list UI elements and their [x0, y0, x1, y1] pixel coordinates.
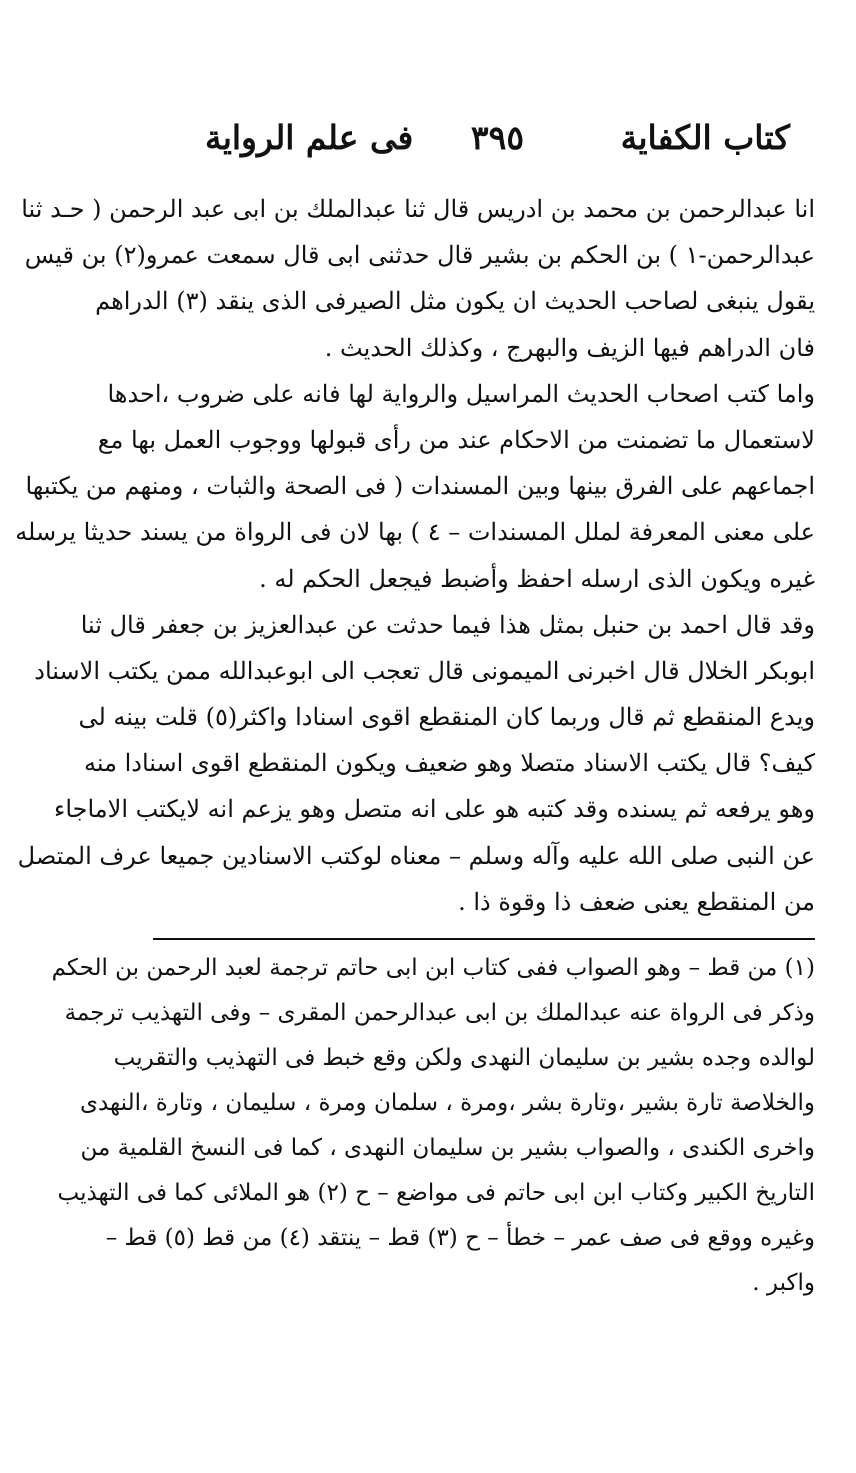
text-line: على معنى المعرفة لملل المسندات – ٤ ) بها لان فى الرواة من يسند حديثا يرسله [15, 518, 815, 547]
page-header [205, 118, 790, 178]
text-line: واما كتب اصحاب الحديث المراسيل والرواية لها فانه على ضروب ،احدها [107, 379, 815, 408]
footnote-line: والخلاصة تارة بشير ،وتارة بشر ،ومرة ، سلمان ومرة ، سليمان ، وتارة ،النهدى [79, 1090, 815, 1116]
text-line: فان الدراهم فيها الزيف والبهرج ، وكذلك الحديث . [324, 333, 815, 362]
text-line: غيره ويكون الذى ارسله احفظ وأضبط فيجعل الحكم له . [259, 564, 815, 593]
footnote-line: وذكر فى الرواة عنه عبدالملك بن ابى عبدالرحمن المقرى – وفى التهذيب ترجمة [64, 1000, 815, 1026]
footnote-line: لوالده وجده بشير بن سليمان النهدى ولكن وقع خبط فى التهذيب والتقريب [113, 1045, 815, 1071]
text-line: كيف؟ قال يكتب الاسناد متصلا وهو ضعيف ويكون المنقطع اقوى اسنادا منه [84, 749, 815, 778]
footnote-line: (١) من قط – وهو الصواب ففى كتاب ابن ابى حاتم ترجمة لعبد الرحمن بن الحكم [51, 955, 815, 981]
text-line: من المنقطع يعنى ضعف ذا وقوة ذا . [458, 887, 815, 916]
footnotes [51, 946, 815, 1306]
main-text [15, 186, 815, 925]
page-number: ٣٩٥ [470, 118, 525, 157]
text-line: انا عبدالرحمن بن محمد بن ادريس قال ثنا عبدالملك بن ابى عبد الرحمن ( حـد ثنا [21, 195, 815, 223]
footnote-line: واكبر . [752, 1270, 815, 1296]
text-line: ويدع المنقطع ثم قال وربما كان المنقطع اقوى اسنادا واكثر(٥) قلت بينه لى [78, 703, 815, 732]
text-line: لاستعمال ما تضمنت من الاحكام عند من رأى قبولها ووجوب العمل بها مع [97, 425, 815, 454]
text-line: عبدالرحمن-١ ) بن الحكم بن بشير قال حدثنى ابى قال سمعت عمرو(٢) بن قيس [24, 241, 815, 270]
book-title: كتاب الكفاية [620, 118, 790, 157]
book-subtitle: فى علم الرواية [205, 118, 414, 157]
text-line: اجماعهم على الفرق بينها وبين المسندات ( فى الصحة والثبات ، ومنهم من يكتبها [25, 472, 815, 501]
text-line: عن النبى صلى الله عليه وآله وسلم – معناه لوكتب الاسنادين جميعا عرف المتصل [17, 841, 815, 870]
footnote-line: واخرى الكندى ، والصواب بشير بن سليمان النهدى ، كما فى النسخ القلمية من [80, 1135, 815, 1161]
footnote-divider [153, 938, 815, 940]
text-line: يقول ينبغى لصاحب الحديث ان يكون مثل الصيرفى الذى ينقد (٣) الدراهم [95, 287, 815, 316]
footnote-line: وغيره ووقع فى صف عمر – خطأ – ح (٣) قط – ينتقد (٤) من قط (٥) قط – [105, 1225, 815, 1251]
text-line: وقد قال احمد بن حنبل بمثل هذا فيما حدثت عن عبدالعزيز بن جعفر قال ثنا [80, 610, 815, 639]
text-line: وهو يرفعه ثم يسنده وقد كتبه هو على انه متصل وهو يزعم انه لايكتب الاماجاء [54, 795, 815, 824]
text-line: ابوبكر الخلال قال اخبرنى الميمونى قال تعجب الى ابوعبدالله ممن يكتب الاسناد [34, 656, 815, 685]
footnote-line: التاريخ الكبير وكتاب ابن ابى حاتم فى مواضع – ح (٢) هو الملائى كما فى التهذيب [57, 1180, 815, 1206]
